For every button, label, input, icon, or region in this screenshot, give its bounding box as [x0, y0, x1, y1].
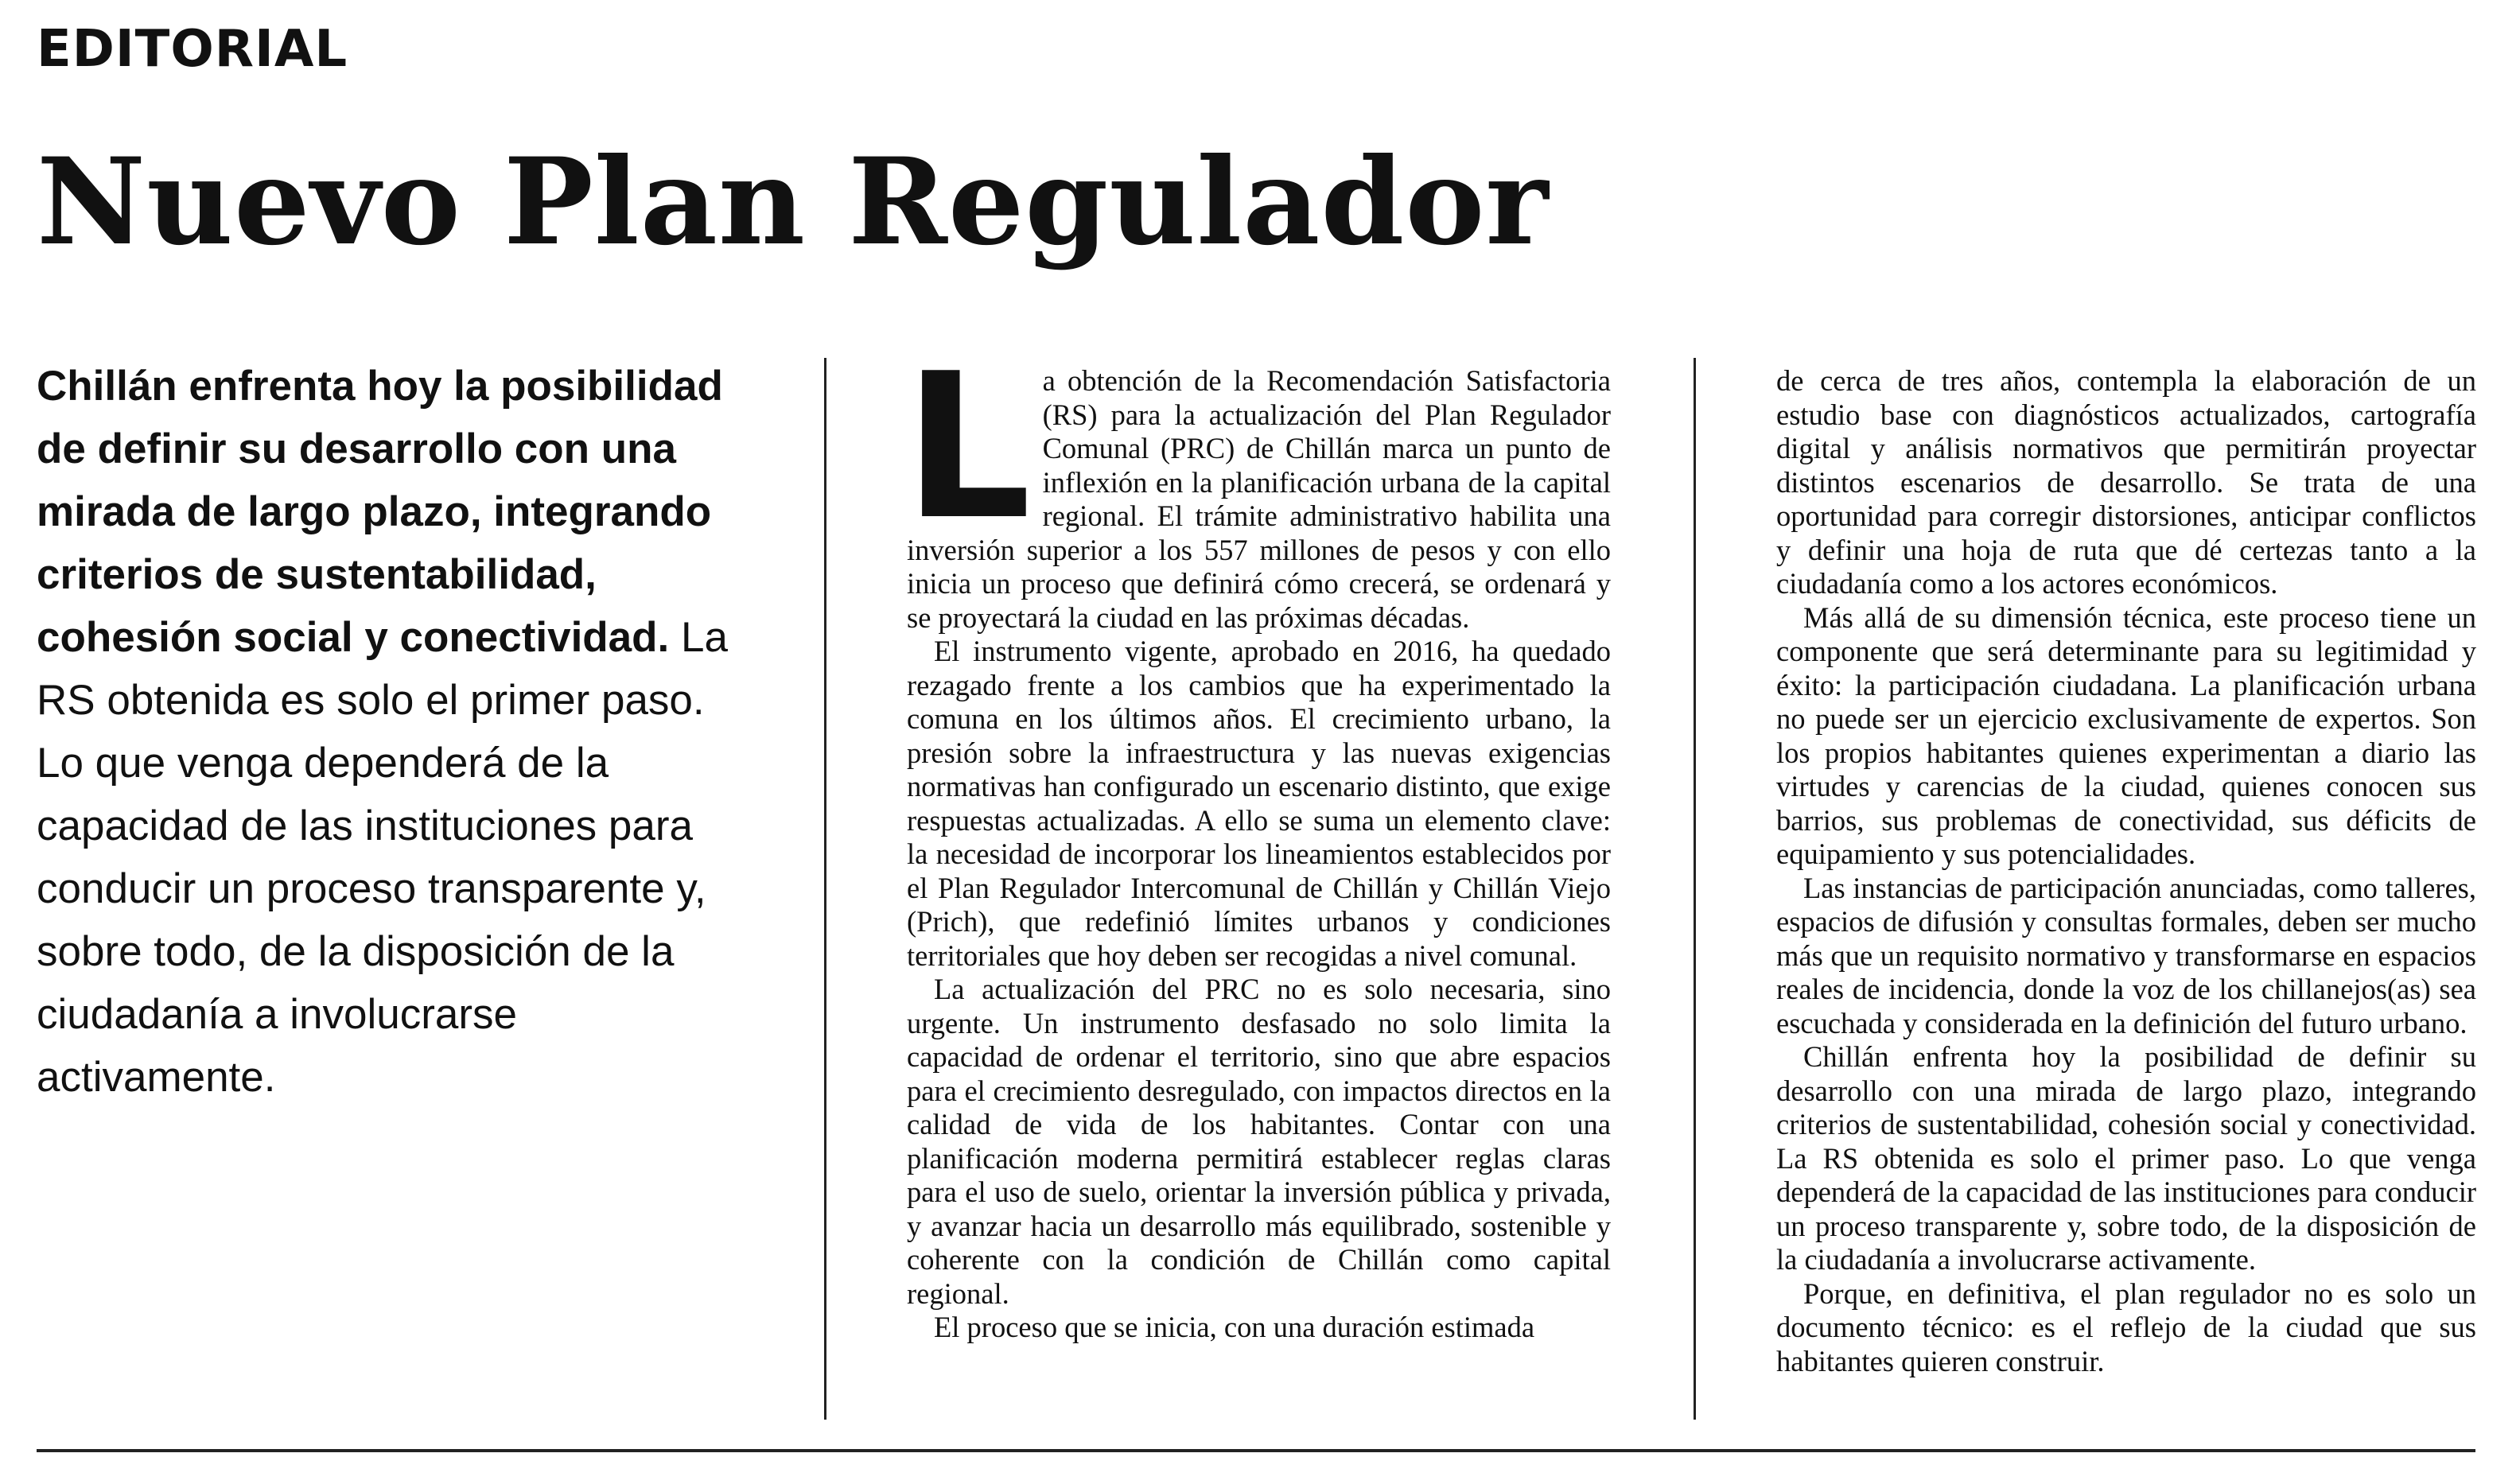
headline: Nuevo Plan Regulador: [37, 132, 1550, 272]
paragraph-text: a obtención de la Recomendación Satisfactoria (RS) para la actualización del Plan Regulador Comunal (PRC) de Chillán marca un punto de inflexión en la planificación urbana de la capital regional. El trámite administrativo habilita una inversión superior a los 557 millones de pesos y con ello inicia un proceso que definirá cómo crecerá, se ordenará y se proyectará la ciudad en las próximas décadas.: [907, 364, 1611, 634]
article-column-1: [904, 331, 1611, 1345]
lead-regular-text: La RS obtenida es solo el primer paso. Lo que venga dependerá de la capacidad de las instituciones para conducir un proceso transparente y, sobre todo, de la disposición de la ciudadanía a involucrarse activamente.: [37, 614, 728, 1101]
lead-paragraph: [37, 355, 745, 1109]
lead-bold-text: Chillán enfrenta hoy la posibilidad de definir su desarrollo con una mirada de largo plazo, integrando criterios de sustentabilidad, cohesión social y conectividad.: [37, 363, 723, 661]
column-divider: [824, 358, 826, 1420]
article-paragraph: Chillán enfrenta hoy la posibilidad de definir su desarrollo con una mirada de largo plazo, integrando criterios de sustentabilidad, cohesión social y conectividad. La RS obtenida es solo el primer paso. Lo que venga dependerá de la capacidad de las instituciones para conducir un proceso transparente y, sobre todo, de la disposición de la ciudadanía a involucrarse activamente.: [1776, 1040, 2476, 1276]
article-paragraph: Más allá de su dimensión técnica, este proceso tiene un componente que será determinante para su legitimidad y éxito: la participación ciudadana. La planificación urbana no puede ser un ejercicio exclusivamente de expertos. Son los propios habitantes quienes experimentan a diario las virtudes y carencias de la ciudad, quienes conocen sus barrios, sus problemas de conectividad, sus déficits de equipamiento y sus potencialidades.: [1776, 600, 2476, 870]
article-column-2: [1776, 364, 2476, 1378]
article-paragraph: de cerca de tres años, contempla la elaboración de un estudio base con diagnósticos actualizados, cartografía digital y análisis normativos que permitirán proyectar distintos escenarios de desarrollo. Se trata de una oportunidad para corregir distorsiones, anticipar conflictos y definir una hoja de ruta que dé certezas tanto a la ciudadanía como a los actores económicos.: [1776, 364, 2476, 600]
article-paragraph: El instrumento vigente, aprobado en 2016, ha quedado rezagado frente a los cambios que ha experimentado la comuna en los últimos años. El crecimiento urbano, la presión sobre la infraestructura y las nuevas exigencias normativas han configurado un escenario distinto, que exige respuestas actualizadas. A ello se suma un elemento clave: la necesidad de incorporar los lineamientos establecidos por el Plan Regulador Intercomunal de Chillán y Chillán Viejo (Prich), que redefinió límites urbanos y condiciones territoriales que hoy deben ser recogidas a nivel comunal.: [907, 635, 1611, 972]
article-paragraph: Las instancias de participación anunciadas, como talleres, espacios de difusión y consultas formales, deben ser mucho más que un requisito normativo y transformarse en espacios reales de incidencia, donde la voz de los chillanejos(as) sea escuchada y considerada en la definición del futuro urbano.: [1776, 871, 2476, 1039]
section-label: EDITORIAL: [37, 20, 348, 79]
article-paragraph: Porque, en definitiva, el plan regulador no es solo un documento técnico: es el reflejo de la ciudad que sus habitantes quieren construir.: [1776, 1276, 2476, 1377]
drop-cap: L: [904, 331, 1032, 564]
article-paragraph: La actualización del PRC no es solo necesaria, sino urgente. Un instrumento desfasado no solo limita la capacidad de ordenar el territorio, sino que abre espacios para el crecimiento desregulado, con impactos directos en la calidad de vida de los habitantes. Contar con una planificación moderna permitirá establecer reglas claras para el uso de suelo, orientar la inversión pública y privada, y avanzar hacia un desarrollo más equilibrado, sostenible y coherente con la condición de Chillán como capital regional.: [907, 973, 1611, 1310]
bottom-rule: [37, 1449, 2475, 1452]
column-divider: [1694, 358, 1696, 1420]
article-paragraph: [904, 331, 1611, 635]
article-paragraph: El proceso que se inicia, con una duración estimada: [934, 1311, 1535, 1343]
